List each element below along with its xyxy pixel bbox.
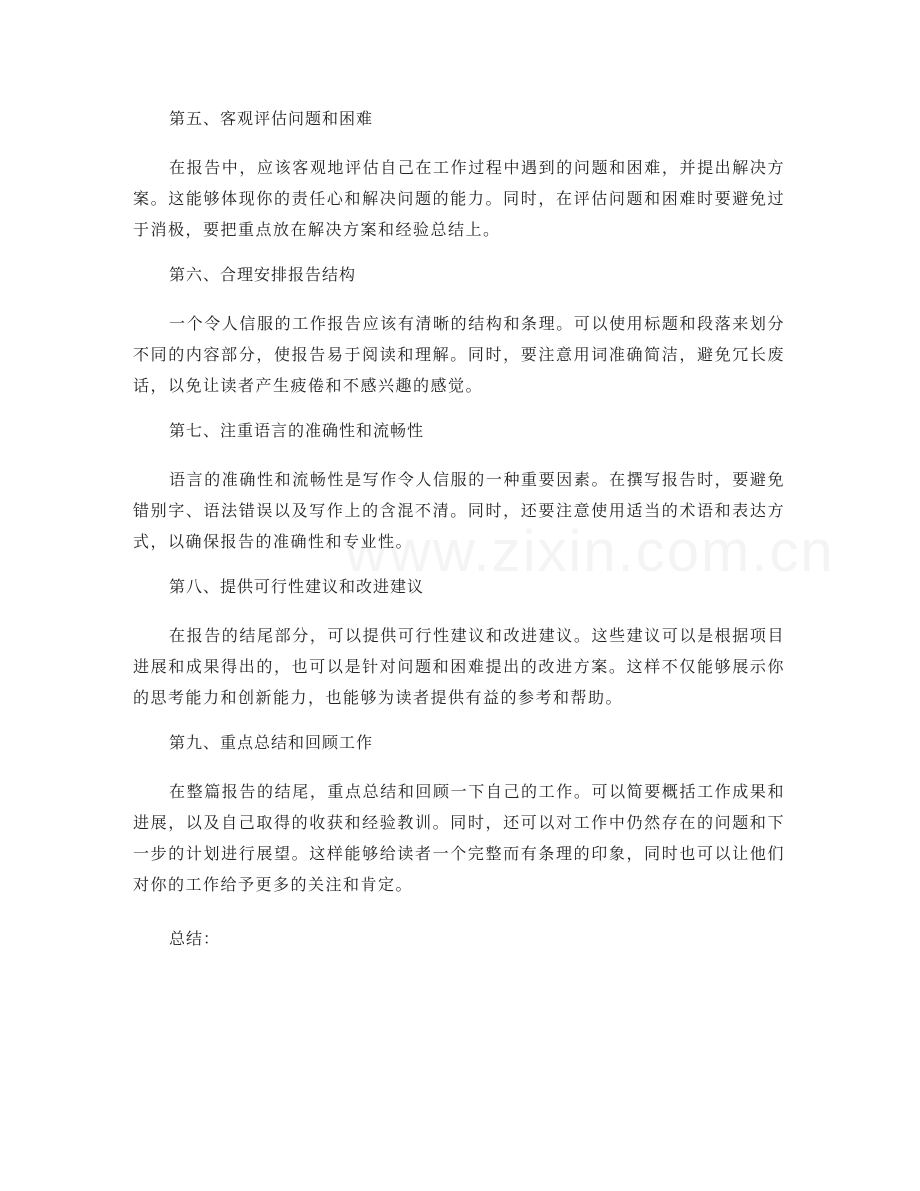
section-heading-7: 第七、注重语言的准确性和流畅性 [169,421,425,440]
document-content [133,104,785,954]
section-body-7: 语言的准确性和流畅性是写作令人信服的一种重要因素。在撰写报告时，要避免错别字、语法错误以及写作上的含混不清。同时，还要注意使用适当的术语和表达方式，以确保报告的准确性和专业性。 [133,470,785,551]
summary-label: 总结： [169,929,221,948]
watermark: www.zixin.com.cn [345,519,835,584]
section-heading-5: 第五、客观评估问题和困难 [169,109,374,128]
section-body-9: 在整篇报告的结尾，重点总结和回顾一下自己的工作。可以简要概括工作成果和进展，以及自己取得的收获和经验教训。同时，还可以对工作中仍然存在的问题和下一步的计划进行展望。这样能够给读者一个完整而有条理的印象，同时也可以让他们对你的工作给予更多的关注和肯定。 [133,782,785,894]
section-body-5: 在报告中，应该客观地评估自己在工作过程中遇到的问题和困难，并提出解决方案。这能够体现你的责任心和解决问题的能力。同时，在评估问题和困难时要避免过于消极，要把重点放在解决方案和经验总结上。 [133,158,785,239]
section-body-8: 在报告的结尾部分，可以提供可行性建议和改进建议。这些建议可以是根据项目进展和成果得出的，也可以是针对问题和困难提出的改进方案。这样不仅能够展示你的思考能力和创新能力，也能够为读者提供有益的参考和帮助。 [133,626,785,707]
section-heading-6: 第六、合理安排报告结构 [169,265,357,284]
section-heading-9: 第九、重点总结和回顾工作 [169,733,374,752]
section-heading-8: 第八、提供可行性建议和改进建议 [169,577,425,596]
section-body-6: 一个令人信服的工作报告应该有清晰的结构和条理。可以使用标题和段落来划分不同的内容部分，使报告易于阅读和理解。同时，要注意用词准确简洁，避免冗长废话，以免让读者产生疲倦和不感兴趣的感觉。 [133,314,785,395]
